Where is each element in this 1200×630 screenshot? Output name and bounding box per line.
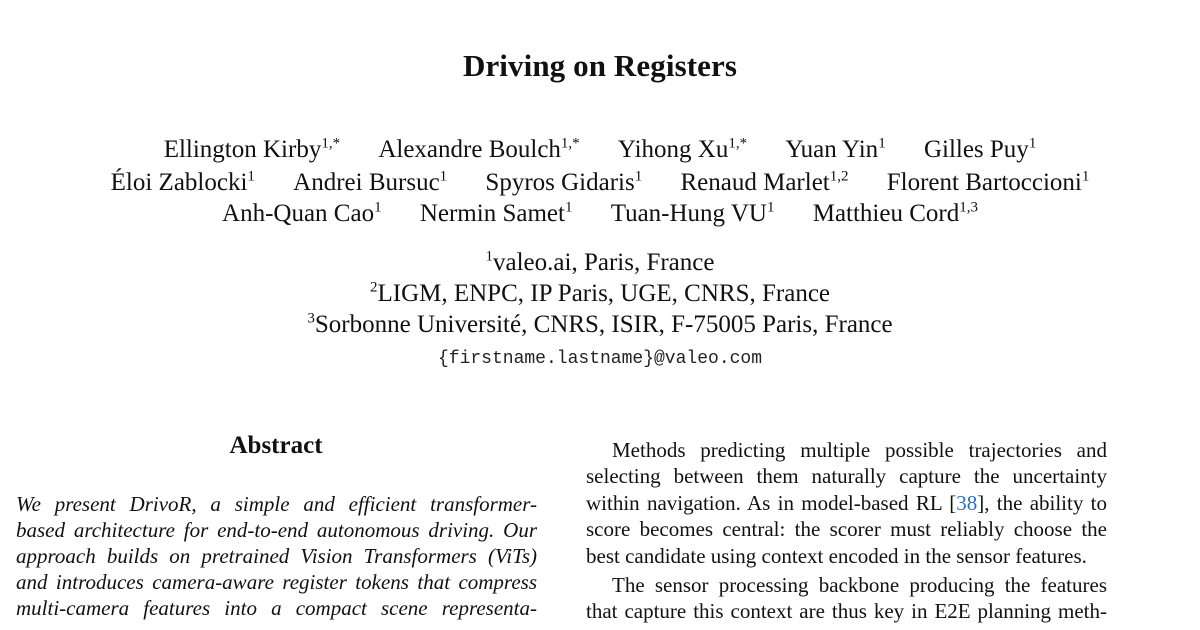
abstract-line: We present DrivoR, a simple and efficient transformer- bbox=[16, 492, 537, 516]
body-line: The sensor processing backbone producing the features bbox=[612, 573, 1107, 598]
affiliation: $^2$LIGM, ENPC, IP Paris, UGE, CNRS, France bbox=[369, 279, 831, 307]
author-line-3 bbox=[0, 200, 1200, 228]
author: Yihong $Xu^{1,*}$ bbox=[617, 135, 748, 163]
author: Ellington Kirby$^{1,*}$ bbox=[163, 135, 341, 163]
abstract-heading: Abstract bbox=[229, 432, 323, 459]
author: Gilles Puy$^1$ bbox=[923, 135, 1037, 163]
author: Spyros Gidaris$^1$ bbox=[485, 168, 643, 196]
author: Tuan-Hung $VU^1$ bbox=[610, 199, 775, 227]
author: Matthieu Cord$^{1,3}$ bbox=[812, 199, 978, 227]
abstract-line: multi-camera features into a compact scene representa- bbox=[16, 596, 537, 620]
abstract-line: and introduces camera-aware register tokens that compress bbox=[16, 570, 537, 594]
body-line: score becomes central: the scorer must reliably choose the bbox=[586, 517, 1107, 542]
contact-email: {firstname.lastname}@valeo.com bbox=[437, 349, 763, 369]
author: Alexandre Boulch$^{1,*}$ bbox=[378, 135, 580, 163]
author: Éloi Zablocki$^1$ bbox=[110, 168, 255, 196]
body-line: that capture this context are thus key in E2E planning meth- bbox=[586, 599, 1107, 624]
author: Nermin Samet$^1$ bbox=[419, 199, 573, 227]
author-line-1 bbox=[0, 136, 1200, 164]
body-line: within navigation. As in model-based RL [38], the ability to bbox=[586, 490, 1107, 515]
body-line: best candidate using context encoded in the sensor features. bbox=[586, 543, 1087, 568]
author: Yuan Yin$^1$ bbox=[785, 135, 886, 163]
author: Florent Bartoccioni$^1$ bbox=[886, 168, 1090, 196]
body-line: Methods predicting multiple possible trajectories and bbox=[612, 438, 1107, 462]
citation-link[interactable]: 38 bbox=[956, 490, 978, 515]
author: Anh-Quan Cao$^1$ bbox=[222, 199, 382, 227]
intro-text bbox=[586, 437, 1107, 625]
abstract-line: approach builds on pretrained Vision Transformers (ViTs) bbox=[16, 544, 537, 568]
author: Andrei Bursuc$^1$ bbox=[293, 168, 448, 196]
abstract-text bbox=[16, 491, 537, 621]
affiliation: $^1$valeo.ai, Paris, France bbox=[485, 248, 715, 276]
affiliation: $^3$Sorbonne Université, CNRS, ISIR, F-75005 Paris, France bbox=[307, 310, 893, 338]
paper-title: Driving on Registers bbox=[462, 48, 738, 83]
author: Renaud Marlet$^{1,2}$ bbox=[680, 168, 849, 196]
abstract-line: based architecture for end-to-end autonomous driving. Our bbox=[16, 518, 537, 542]
author-line-2 bbox=[0, 169, 1200, 197]
body-line: selecting between them naturally capture the uncertainty bbox=[586, 464, 1107, 489]
